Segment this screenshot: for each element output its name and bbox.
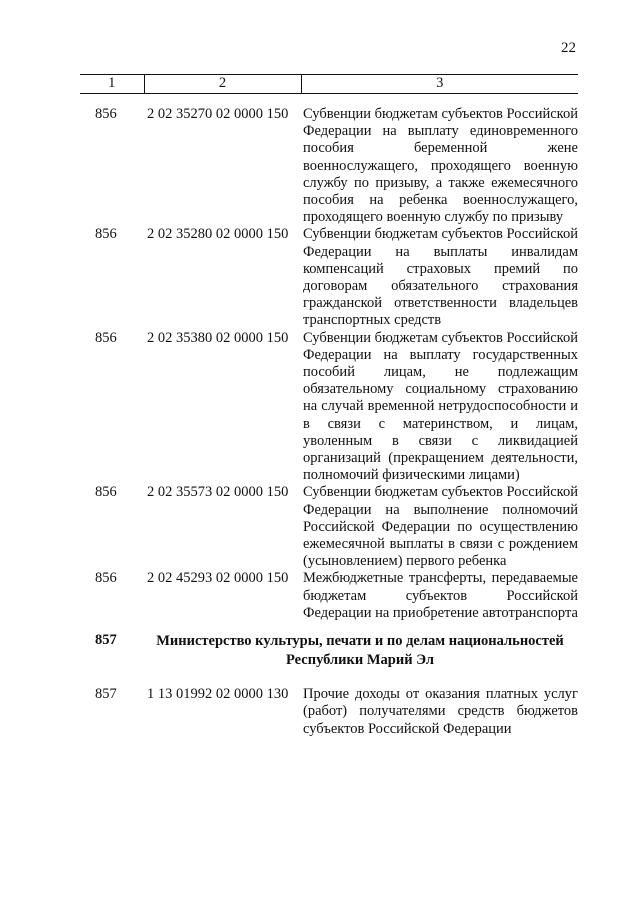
revenue-description: Межбюджетные трансферты, передаваемые бюджетам субъектов Российской Федерации на приобретение автотранспорта xyxy=(303,570,578,621)
admin-code: 856 xyxy=(95,484,117,501)
table-row xyxy=(80,226,578,329)
header-col-3: 3 xyxy=(301,75,578,94)
revenue-code: 2 02 35573 02 0000 150 xyxy=(147,484,289,501)
header-col-1: 1 xyxy=(80,75,144,94)
table-row xyxy=(80,484,578,570)
table-row xyxy=(80,686,578,738)
table-row xyxy=(80,106,578,226)
admin-code: 856 xyxy=(95,570,117,587)
ministry-row xyxy=(80,622,578,686)
admin-code: 856 xyxy=(95,329,117,346)
admin-code: 856 xyxy=(95,106,117,122)
revenue-description: Субвенции бюджетам субъектов Российской Федерации на выполнение полномочий Российской Федерации по осуществлению ежемесячной выплаты в связи с рождением (усыновлением) первого ребенка xyxy=(303,484,578,570)
revenue-code: 2 02 35270 02 0000 150 xyxy=(147,106,289,122)
ministry-code: 857 xyxy=(95,632,117,649)
budget-codes-table xyxy=(80,74,578,738)
revenue-description: Прочие доходы от оказания платных услуг (работ) получателями средств бюджетов субъектов Российской Федерации xyxy=(303,686,578,737)
revenue-description: Субвенции бюджетам субъектов Российской Федерации на выплату единовременного пособия беременной жене военнослужащего, проходящего военную службу по призыву, а также ежемесячного пособия на ребенка военнослужащего, проходящего военную службу по призыву xyxy=(303,106,578,226)
revenue-code: 1 13 01992 02 0000 130 xyxy=(147,686,289,703)
revenue-code: 2 02 35380 02 0000 150 xyxy=(147,329,289,346)
revenue-description: Субвенции бюджетам субъектов Российской Федерации на выплаты инвалидам компенсаций страховых премий по договорам обязательного страхования гражданской ответственности владельцев транспортных средств xyxy=(303,226,578,329)
header-row xyxy=(80,75,578,94)
table-row xyxy=(80,570,578,622)
admin-code: 857 xyxy=(95,686,117,703)
revenue-description: Субвенции бюджетам субъектов Российской Федерации на выплату государственных пособий лицам, не подлежащим обязательному социальному страхованию на случай временной нетрудоспособности и в связи с материнством, и лицам, уволенным в связи с ликвидацией организаций (прекращением деятельности, полномочий физическими лицами) xyxy=(303,329,578,484)
ministry-title: Министерство культуры, печати и по делам национальностей Республики Марий Эл xyxy=(156,633,564,669)
page-number: 22 xyxy=(561,40,576,56)
header-col-2: 2 xyxy=(144,75,301,94)
admin-code: 856 xyxy=(95,226,117,243)
table-row xyxy=(80,330,578,485)
revenue-code: 2 02 35280 02 0000 150 xyxy=(147,226,289,243)
revenue-code: 2 02 45293 02 0000 150 xyxy=(147,570,289,587)
